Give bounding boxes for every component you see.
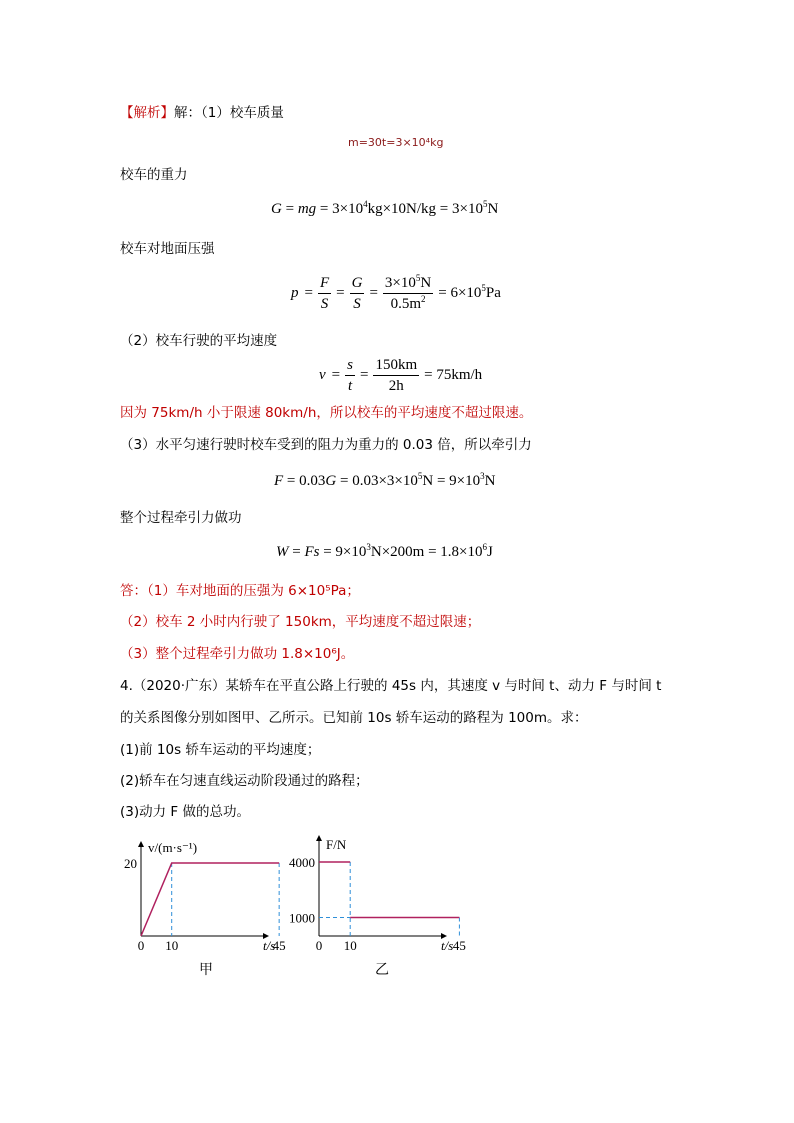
pressure-equation: p = $\frac{F}{S}$ = $\frac{G}{S}$ = $\frac{3\times 10^5N}{0.5m^2}$ = $6\times 10^5Pa$ (291, 273, 501, 312)
part1-label: 解：（1）校车质量 (174, 105, 284, 121)
x-tick-label: 45 (452, 938, 466, 953)
x-tick-label: 45 (272, 938, 286, 953)
chart-title: 甲 (199, 963, 213, 978)
mass-equation: m=30t=3×10⁴kg (348, 136, 444, 149)
x-tick-label: 0 (137, 938, 145, 953)
x-axis-label: t/s (263, 938, 276, 953)
solution-header (120, 104, 284, 122)
chart-jia (124, 840, 286, 978)
x-axis-label: t/s (441, 938, 454, 953)
y-tick-label: 20 (124, 856, 137, 871)
part3-label: （3）水平匀速行驶时校车受到的阻力为重力的 0.03 倍，所以牵引力 (120, 437, 532, 453)
question-3: (3)动力 F 做的总功。 (120, 804, 250, 820)
answer-2: （2）校车 2 小时内行驶了 150km，平均速度不超过限速； (120, 614, 481, 630)
part2-label: （2）校车行驶的平均速度 (120, 333, 278, 349)
y-axis-label: v/(m·s⁻¹) (148, 840, 198, 855)
chart-yi (289, 836, 466, 978)
y-tick-label: 1000 (289, 910, 315, 926)
problem-line-2: 的关系图像分别如图甲、乙所示。已知前 10s 轿车运动的路程为 100m。求： (120, 710, 588, 726)
x-tick-label: 10 (165, 938, 179, 953)
work-label: 整个过程牵引力做功 (120, 510, 242, 526)
y-axis-label: F/N (326, 837, 347, 852)
answer-3: （3）整个过程牵引力做功 1.8×10⁶J。 (120, 646, 355, 662)
figure-graphs (110, 830, 470, 990)
question-2: (2)轿车在匀速直线运动阶段通过的路程； (120, 773, 369, 789)
y-tick-label: 4000 (289, 855, 315, 870)
answer-1: 答：（1）车对地面的压强为 6×10⁵Pa； (120, 583, 360, 599)
question-1: (1)前 10s 轿车运动的平均速度； (120, 742, 321, 758)
speed-equation: v = $\frac{s}{t}$ = $\frac{150km}{2h}$ = 75km/h (319, 357, 483, 394)
analysis-tag: 【解析】 (120, 105, 174, 121)
work-equation: $W = Fs = 9\times 10^3N\times 200m = 1.8\times 10^6J$ (276, 542, 493, 560)
x-tick-label: 0 (315, 938, 323, 953)
problem-line-1: 4.（2020·广东）某轿车在平直公路上行驶的 45s 内，其速度 v 与时间 t、动力 F 与时间 t (120, 678, 662, 694)
speed-conclusion: 因为 75km/h 小于限速 80km/h，所以校车的平均速度不超过限速。 (120, 405, 533, 421)
chart-title: 乙 (375, 963, 389, 978)
velocity-curve (141, 863, 279, 936)
gravity-label: 校车的重力 (120, 167, 188, 183)
gravity-equation: G = mg = $3\times 10^4kg\times 10N/kg = 3\times 10^5N$ (271, 199, 499, 217)
x-tick-label: 10 (343, 938, 357, 953)
pressure-label: 校车对地面压强 (120, 241, 215, 257)
force-equation: $F = 0.03G = 0.03\times 3\times 10^5N = 9\times 10^3N$ (274, 471, 496, 489)
